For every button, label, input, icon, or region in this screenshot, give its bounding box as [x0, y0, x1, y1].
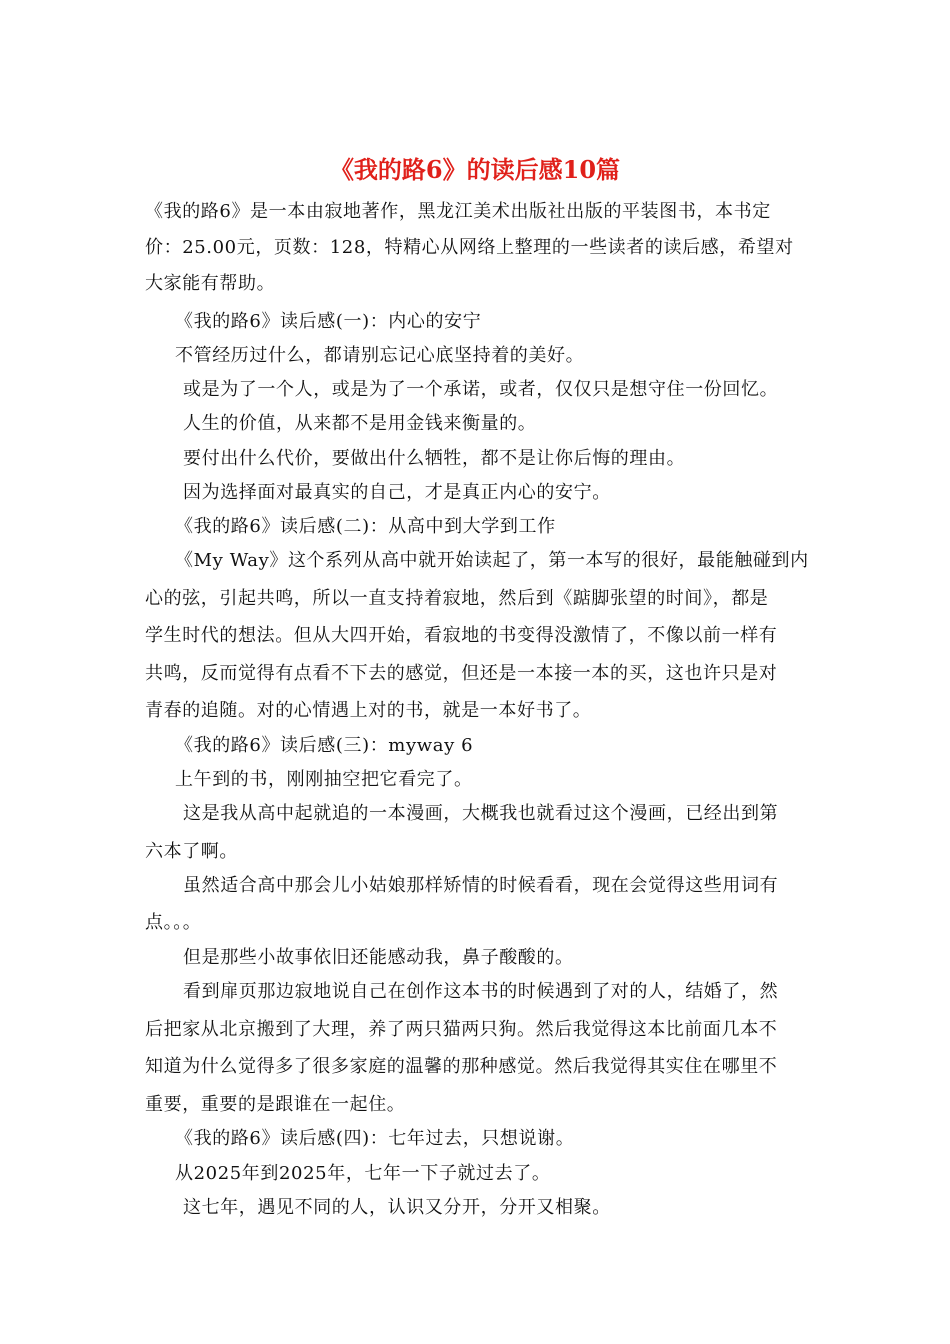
paragraph-line: 重要，重要的是跟谁在一起住。: [145, 1094, 406, 1115]
section-heading: 《我的路6》读后感(四)：七年过去，只想说谢。: [175, 1128, 575, 1149]
intro-line: 价：25.00元，页数：128，特精心从网络上整理的一些读者的读后感，希望对: [145, 237, 794, 258]
paragraph-line: 这七年，遇见不同的人，认识又分开，分开又相聚。: [183, 1197, 611, 1218]
section-heading: 《我的路6》读后感(一)：内心的安宁: [175, 311, 482, 332]
paragraph-line: 青春的追随。对的心情遇上对的书，就是一本好书了。: [145, 700, 592, 721]
paragraph-line: 但是那些小故事依旧还能感动我，鼻子酸酸的。: [183, 947, 574, 968]
section-heading: 《我的路6》读后感(三)：myway 6: [175, 735, 474, 756]
paragraph-line: 或是为了一个人，或是为了一个承诺，或者，仅仅只是想守住一份回忆。: [183, 379, 779, 400]
paragraph-line: 后把家从北京搬到了大理，养了两只猫两只狗。然后我觉得这本比前面几本不: [145, 1019, 778, 1040]
paragraph-line: 要付出什么代价，要做出什么牺牲，都不是让你后悔的理由。: [183, 448, 686, 469]
paragraph-line: 心的弦，引起共鸣，所以一直支持着寂地，然后到《踮脚张望的时间》，都是: [145, 588, 769, 609]
paragraph-line: 上午到的书，刚刚抽空把它看完了。: [175, 769, 473, 790]
paragraph-line: 共鸣，反而觉得有点看不下去的感觉，但还是一本接一本的买，这也许只是对: [145, 663, 778, 684]
section-heading: 《我的路6》读后感(二)：从高中到大学到工作: [175, 516, 556, 537]
paragraph-line: 因为选择面对最真实的自己，才是真正内心的安宁。: [183, 482, 611, 503]
paragraph-line: 《My Way》这个系列从高中就开始读起了，第一本写的很好，最能触碰到内: [175, 550, 809, 571]
paragraph-line: 这是我从高中起就追的一本漫画，大概我也就看过这个漫画，已经出到第: [183, 803, 779, 824]
paragraph-line: 看到扉页那边寂地说自己在创作这本书的时候遇到了对的人，结婚了，然: [183, 981, 779, 1002]
paragraph-line: 人生的价值，从来都不是用金钱来衡量的。: [183, 413, 537, 434]
paragraph-line: 不管经历过什么，都请别忘记心底坚持着的美好。: [175, 345, 585, 366]
paragraph-line: 从2025年到2025年，七年一下子就过去了。: [175, 1163, 551, 1184]
paragraph-line: 六本了啊。: [145, 841, 238, 862]
intro-line: 《我的路6》是一本由寂地著作，黑龙江美术出版社出版的平装图书，本书定: [145, 201, 771, 222]
paragraph-line: 学生时代的想法。但从大四开始，看寂地的书变得没激情了，不像以前一样有: [145, 625, 778, 646]
intro-line: 大家能有帮助。: [145, 273, 276, 294]
paragraph-line: 虽然适合高中那会儿小姑娘那样矫情的时候看看，现在会觉得这些用词有: [183, 875, 779, 896]
paragraph-line: 知道为什么觉得多了很多家庭的温馨的那种感觉。然后我觉得其实住在哪里不: [145, 1056, 778, 1077]
page-title: 《我的路6》的读后感10篇: [329, 155, 621, 184]
paragraph-line: 点。。。: [145, 912, 202, 933]
